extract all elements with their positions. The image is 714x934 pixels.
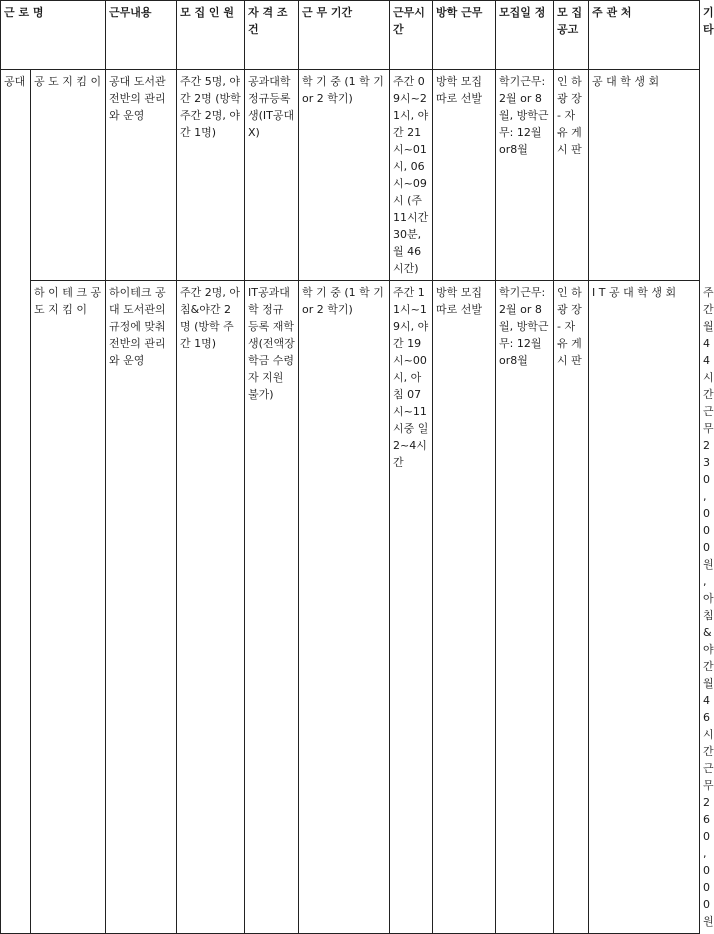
header-cell-organizer: 주 관 처 — [589, 1, 700, 70]
schedule-cell: 학기근무: 2월 or 8월, 방학근무: 12월 or8월 — [496, 70, 554, 281]
recruit-cell: 주간 5명, 야간 2명 (방학 주간 2명, 야간 1명) — [177, 70, 245, 281]
job-name-cell: 하 이 테 크 공 도 지 킴 이 — [31, 281, 106, 934]
job-name-cell: 공 도 지 킴 이 — [31, 70, 106, 281]
period-cell: 학 기 중 (1 학 기 or 2 학기) — [299, 70, 390, 281]
notice-cell: 인 하 광 장 - 자유 게 시 판 — [554, 70, 589, 281]
recruit-cell: 주간 2명, 아침&야간 2명 (방학 주간 1명) — [177, 281, 245, 934]
organizer-cell: I T 공 대 학 생 회 — [589, 281, 700, 934]
table-row — [1, 70, 700, 281]
header-cell-qualification: 자 격 조 건 — [245, 1, 299, 70]
qualification-cell: IT공과대학 정규 등록 재학생(전액장학금 수령자 지원 불가) — [245, 281, 299, 934]
group-cell: 공대 — [1, 70, 31, 934]
header-row: 근 로 명 근무내용 모 집 인 원 자 격 조 건 근 무 기간 근무시간 방학 근무 모집일 정 모 집 공고 주 관 처 기타 — [1, 1, 700, 70]
header-cell-schedule: 모집일 정 — [496, 1, 554, 70]
organizer-cell: 공 대 학 생 회 — [589, 70, 700, 281]
header-cell-recruit: 모 집 인 원 — [177, 1, 245, 70]
header-cell-hours: 근무시간 — [390, 1, 433, 70]
hours-cell: 주간 09시~21시, 야간 21시~01시, 06시~09시 (주 11시간 30분, 월 46시간) — [390, 70, 433, 281]
vacation-cell: 방학 모집 따로 선발 — [433, 281, 496, 934]
header-cell-vacation: 방학 근무 — [433, 1, 496, 70]
qualification-cell: 공과대학 정규등록 생(IT공대X) — [245, 70, 299, 281]
duty-cell: 공대 도서관 전반의 관리와 운영 — [106, 70, 177, 281]
table-row: 하 이 테 크 공 도 지 킴 이 하이테크 공대 도서관의 규정에 맞춰 전반의 관리와 운영 주간 2명, 아침&야간 2명 (방학 주간 1명) IT공과대학 정규 등록 재학생(전액장학금 수령자 지원 불가) 학 기 중 (1 학 기 or 2 학기) 주간 11시~19시, 야간 19시~00시, 아침 07시~11시중 일 2~4시간 방학 모집 따로 선발 학기근무: 2월 or 8월, 방학근무: 12월 or8월 인 하 광 장 - 자유 게 시 판 I T 공 대 학 생 회 주간 월 44시간 근 무 230,000원, 아 침&야 간 월 46시간 근 무 260,000원 — [1, 281, 700, 934]
hours-cell: 주간 11시~19시, 야간 19시~00시, 아침 07시~11시중 일 2~4시간 — [390, 281, 433, 934]
vacation-cell: 방학 모집 따로 선발 — [433, 70, 496, 281]
duty-cell: 하이테크 공대 도서관의 규정에 맞춰 전반의 관리와 운영 — [106, 281, 177, 934]
header-cell-period: 근 무 기간 — [299, 1, 390, 70]
schedule-cell: 학기근무: 2월 or 8월, 방학근무: 12월 or8월 — [496, 281, 554, 934]
header-cell-duty: 근무내용 — [106, 1, 177, 70]
header-cell-notice: 모 집 공고 — [554, 1, 589, 70]
notice-cell: 인 하 광 장 - 자유 게 시 판 — [554, 281, 589, 934]
period-cell: 학 기 중 (1 학 기 or 2 학기) — [299, 281, 390, 934]
header-cell-name: 근 로 명 — [1, 1, 106, 70]
